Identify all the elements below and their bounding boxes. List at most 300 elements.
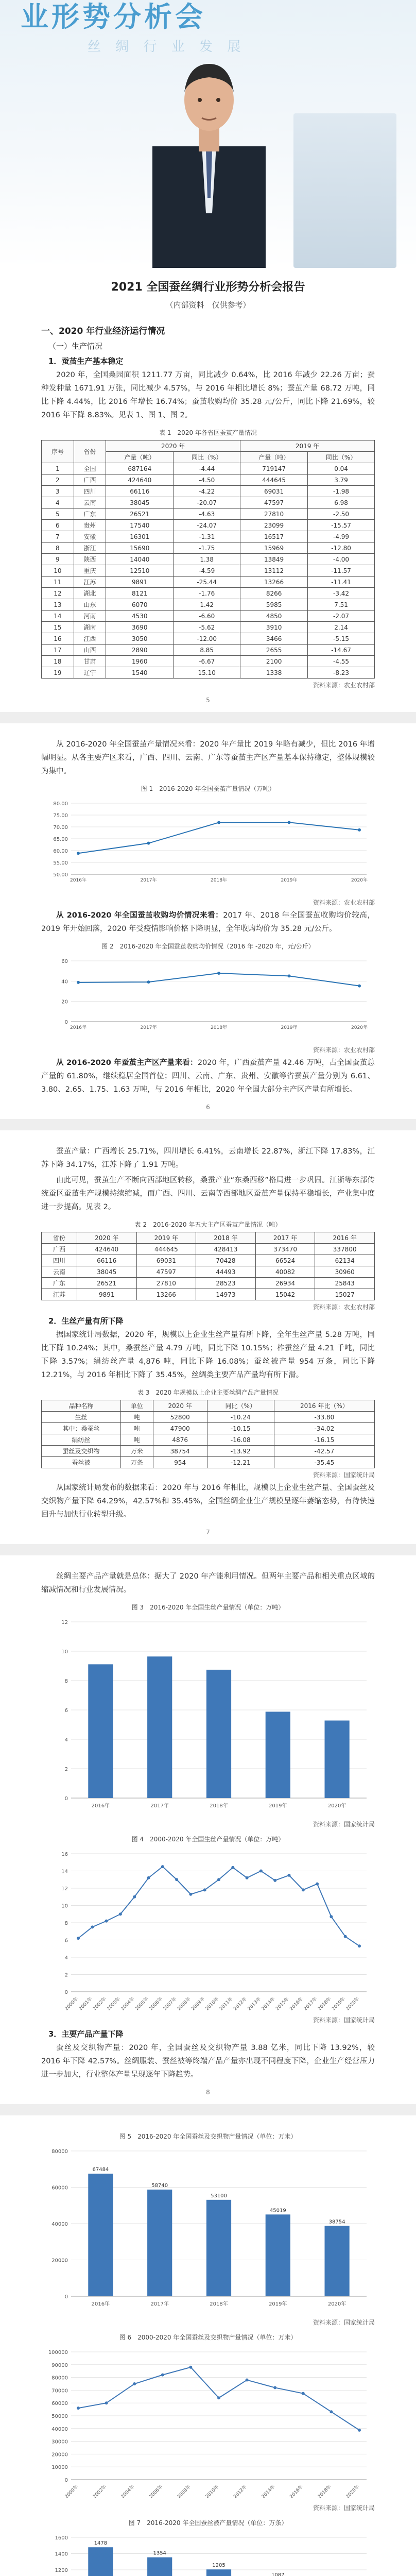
- table-cell: 26521: [77, 1278, 136, 1289]
- table-cell: 湖南: [74, 622, 106, 633]
- data-point: [288, 821, 291, 824]
- table-cell: 14973: [196, 1289, 256, 1300]
- data-point: [316, 1883, 319, 1886]
- table-cell: 30960: [315, 1266, 375, 1278]
- y-tick-label: 6: [64, 1938, 68, 1944]
- data-point: [77, 1937, 80, 1940]
- x-tick-label: 2019年: [269, 2301, 287, 2307]
- table-cell: 424640: [77, 1244, 136, 1255]
- table-cell: 四川: [74, 486, 106, 497]
- y-tick-label: 100000: [48, 2350, 68, 2355]
- x-tick-label: 2013年: [247, 1996, 263, 2011]
- x-tick-label: 2012年: [233, 1996, 248, 2011]
- column-header: 产量（吨）: [240, 452, 308, 463]
- table-caption: 表 1 2020 年各省区蚕茧产量情况: [159, 429, 257, 436]
- table-row: [42, 1434, 375, 1446]
- table-cell: -1.76: [174, 588, 240, 599]
- table-cell: 贵州: [74, 520, 106, 531]
- column-header: 2016 年: [315, 1232, 375, 1244]
- column-header: 省份: [74, 440, 106, 463]
- table-cell: -6.67: [174, 656, 240, 667]
- y-tick-label: 2: [64, 1972, 68, 1978]
- table-cell: -4.44: [174, 463, 240, 474]
- table-cell: -16.08: [207, 1434, 274, 1446]
- line-chart: [41, 2345, 375, 2499]
- table-cell: -34.02: [274, 1423, 374, 1434]
- y-tick-label: 2: [64, 1767, 68, 1772]
- table-cell: 蚕丝被: [42, 1457, 121, 1468]
- chart-caption: 图 5 2016-2020 年全国蚕丝及交织物产量情况（单位：万米）: [119, 2133, 297, 2140]
- x-tick-label: 2018年: [210, 1803, 228, 1809]
- data-point: [217, 821, 220, 824]
- y-tick-label: 30000: [51, 2439, 68, 2445]
- body-paragraph: 由此可见，蚕茧生产不断向西部地区转移，桑蚕产业“东桑西移”格局进一步巩固。江浙等东部传统蚕区蚕茧生产规模持续缩减，而广西、四川、云南等西部地区蚕茧产量保持平稳增长，产业集中度进一步提高。见表 2。: [41, 1176, 375, 1211]
- table-cell: 万米: [120, 1446, 153, 1457]
- lead-text: 从 2016-2020 年蚕茧主产区产量来看：: [56, 1059, 198, 1067]
- column-header: 品种名称: [42, 1400, 121, 1412]
- x-tick-label: 2019年: [331, 1996, 346, 2011]
- x-tick-label: 2003年: [106, 1996, 122, 2011]
- x-tick-label: 2017年: [150, 2301, 169, 2307]
- x-tick-label: 2019年: [269, 1803, 287, 1809]
- table-row: [42, 520, 375, 531]
- page-separator: [0, 1119, 416, 1130]
- x-tick-label: 2019年: [281, 878, 298, 883]
- table-row: [42, 1446, 375, 1457]
- data-point: [161, 2374, 164, 2377]
- bar: [324, 1721, 349, 1798]
- table-cell: 3690: [106, 622, 174, 633]
- paragraph-text: 2020 年，广西蚕茧产量 42.46 万吨，占全国蚕茧总产量的 61.80%，继续稳居全国首位；四川、云南、广东、贵州、安徽等省蚕茧产量分别为 6.61、3.80、2.65、1.75、1.63 万吨，与 2016 年相比，2020 年全国大部分主产区产量有所增长。: [41, 1059, 375, 1094]
- y-tick-label: 40000: [51, 2426, 68, 2432]
- table-cell: 4: [42, 497, 74, 509]
- table-cell: 江西: [74, 633, 106, 645]
- table-cell: 44493: [196, 1266, 256, 1278]
- x-tick-label: 2016年: [289, 1996, 304, 2011]
- table-row: [42, 1278, 375, 1289]
- page-number: 7: [206, 1529, 210, 1536]
- table-cell: 2.14: [308, 622, 375, 633]
- table-cell: 7: [42, 531, 74, 543]
- chart-silk-fabric-5yr: [41, 2144, 375, 2316]
- table-cell: 7.51: [308, 599, 375, 611]
- region-output-table: [41, 1232, 375, 1300]
- table-cell: 38045: [106, 497, 174, 509]
- table-cell: 16517: [240, 531, 308, 543]
- x-tick-label: 2015年: [274, 1996, 290, 2011]
- table-cell: -11.41: [308, 577, 375, 588]
- table-caption: 表 2 2016-2020 年五大主产区蚕茧产量情况（吨）: [134, 1221, 282, 1228]
- y-tick-label: 60.00: [53, 849, 68, 854]
- column-header: 同比（%）: [207, 1400, 274, 1412]
- series-line: [78, 973, 359, 986]
- data-point: [273, 2386, 276, 2389]
- bar-chart: [41, 2144, 375, 2314]
- table-row: [42, 543, 375, 554]
- table-cell: 15969: [240, 543, 308, 554]
- body-paragraph: [41, 1056, 375, 1096]
- table-cell: 其中：桑蚕丝: [42, 1423, 121, 1434]
- chart-cocoon-price: [41, 954, 375, 1043]
- table-cell: 13849: [240, 554, 308, 565]
- y-tick-label: 4: [64, 1737, 68, 1743]
- table-row: [42, 611, 375, 622]
- chart-caption: 图 7 2016-2020 年全国蚕丝被产量情况（单位：万条）: [128, 2519, 288, 2527]
- cocoon-output-table: [41, 440, 375, 679]
- table-cell: -2.50: [308, 509, 375, 520]
- table-cell: 26934: [255, 1278, 315, 1289]
- table-cell: 38754: [153, 1446, 207, 1457]
- x-tick-label: 2007年: [162, 1996, 178, 2011]
- report-sheet-2: [0, 723, 416, 1119]
- podium-graphic: [293, 113, 396, 268]
- table-cell: -5.15: [308, 633, 375, 645]
- table-cell: 14040: [106, 554, 174, 565]
- data-point: [105, 2401, 108, 2404]
- table-cell: 26521: [106, 509, 174, 520]
- table-source: 资料来源：国家统计局: [313, 1471, 375, 1479]
- table-cell: 15.10: [174, 667, 240, 679]
- table-cell: 3050: [106, 633, 174, 645]
- table-cell: 生丝: [42, 1412, 121, 1423]
- table-row: [42, 474, 375, 486]
- x-tick-label: 2020年: [345, 1996, 361, 2011]
- chart-cocoon-output: [41, 796, 375, 896]
- y-tick-label: 6: [64, 1708, 68, 1714]
- table-cell: 3: [42, 486, 74, 497]
- table-cell: 山东: [74, 599, 106, 611]
- table-cell: 湖北: [74, 588, 106, 599]
- table-row: [42, 656, 375, 667]
- data-point: [330, 1915, 333, 1918]
- table-cell: 13266: [240, 577, 308, 588]
- table-cell: -24.07: [174, 520, 240, 531]
- page-separator: [0, 2104, 416, 2115]
- x-tick-label: 2009年: [190, 1996, 206, 2011]
- y-tick-label: 90000: [51, 2362, 68, 2368]
- y-tick-label: 8: [64, 1921, 68, 1926]
- bar: [266, 1711, 290, 1798]
- chart-raw-silk-20yr: [41, 1846, 375, 2013]
- table-cell: 687164: [106, 463, 174, 474]
- data-point: [133, 1895, 136, 1899]
- table-cell: 70428: [196, 1255, 256, 1266]
- table-cell: 444645: [240, 474, 308, 486]
- table-cell: 4876: [153, 1434, 207, 1446]
- table-row: [42, 1457, 375, 1468]
- data-point: [246, 1876, 249, 1879]
- chart-source: 资料来源：农业农村部: [313, 899, 375, 906]
- y-tick-label: 8: [64, 1679, 68, 1684]
- x-tick-label: 2016年: [91, 2301, 110, 2307]
- table-cell: 66116: [106, 486, 174, 497]
- table-row: [42, 531, 375, 543]
- data-label: 1354: [153, 2550, 166, 2556]
- y-tick-label: 80000: [51, 2375, 68, 2381]
- table-cell: 蚕丝及交织物: [42, 1446, 121, 1457]
- table-row: [42, 486, 375, 497]
- chart-silk-quilt-5yr: [41, 2530, 375, 2576]
- y-tick-label: 0: [64, 2478, 68, 2483]
- table-cell: 云南: [42, 1266, 77, 1278]
- bar: [147, 2557, 172, 2576]
- y-tick-label: 14: [61, 1869, 68, 1875]
- table-cell: 6070: [106, 599, 174, 611]
- column-group-header: 2020 年: [106, 440, 240, 452]
- table-cell: 428413: [196, 1244, 256, 1255]
- y-tick-label: 1400: [55, 2551, 68, 2557]
- table-cell: 江苏: [74, 577, 106, 588]
- line-chart: [41, 796, 375, 894]
- x-tick-label: 2002年: [92, 2484, 108, 2499]
- table-cell: 1540: [106, 667, 174, 679]
- table-cell: 954: [153, 1457, 207, 1468]
- bar: [324, 2226, 349, 2296]
- table-cell: 444645: [136, 1244, 196, 1255]
- y-tick-label: 70.00: [53, 825, 68, 831]
- table-cell: -8.23: [308, 667, 375, 679]
- y-tick-label: 4: [64, 1955, 68, 1961]
- table-row: [42, 1266, 375, 1278]
- table-cell: -3.42: [308, 588, 375, 599]
- body-paragraph: 丝绸主要产品产量就是总体：据大了 2020 年产能利用情况。但两年主要产品和相关重点区域的缩减情况和行业发展情况。: [41, 1572, 375, 1594]
- data-point: [119, 1912, 122, 1916]
- y-tick-label: 60000: [51, 2185, 68, 2191]
- table-row: [42, 588, 375, 599]
- y-tick-label: 65.00: [53, 837, 68, 842]
- table-cell: 16: [42, 633, 74, 645]
- table-cell: 40082: [255, 1266, 315, 1278]
- table-cell: -10.15: [207, 1423, 274, 1434]
- table-cell: 8266: [240, 588, 308, 599]
- table-cell: 373470: [255, 1244, 315, 1255]
- x-tick-label: 2001年: [78, 1996, 94, 2011]
- data-point: [133, 2382, 136, 2385]
- table-cell: 13: [42, 599, 74, 611]
- data-label: 1478: [94, 2540, 108, 2547]
- table-cell: 28523: [196, 1278, 256, 1289]
- table-cell: 5985: [240, 599, 308, 611]
- table-header-row: [42, 1400, 375, 1412]
- table-cell: 吨: [120, 1434, 153, 1446]
- chart-source: 资料来源：国家统计局: [313, 2319, 375, 2326]
- y-tick-label: 12: [61, 1886, 68, 1892]
- column-header: 省份: [42, 1232, 77, 1244]
- table-source: 资料来源：农业农村部: [313, 682, 375, 689]
- x-tick-label: 2020年: [345, 2484, 361, 2499]
- page-title: 2021 全国蚕丝绸行业形势分析会报告: [111, 281, 305, 294]
- report-sheet-3: [0, 1130, 416, 1544]
- data-point: [231, 1866, 234, 1869]
- hero-banner: [0, 0, 416, 268]
- table-cell: 山西: [74, 645, 106, 656]
- body-paragraph: 从 2016-2020 年全国蚕茧产量情况来看：2020 年产量比 2019 年略有减少，但比 2016 年增幅明显。从各主要产区来看，广西、四川、云南、广东等蚕茧主产区产量基本保持稳定，整体规模较为集中。: [41, 740, 375, 775]
- column-header: 2019 年: [136, 1232, 196, 1244]
- body-paragraph: 据国家统计局数据，2020 年，规模以上企业生丝产量有所下降，全年生丝产量 5.28 万吨，同比下降 10.24%；其中，桑蚕丝产量 4.79 万吨，同比下降 10.15%；柞蚕丝产量 4.21 千吨，同比下降 3.57%；绢纺丝产量 4,876 吨，同比下降 16.08%；蚕丝被产量 954 万条，同比下降 12.21%，与 2016 年相比下降了 35.45%，丝绸类主要产品产量均有所下滑。: [41, 1331, 375, 1379]
- body-paragraph: 蚕丝及交织物产量：2020 年，全国蚕丝及交织物产量 3.88 亿米，同比下降 13.92%，较 2016 年下降 42.57%。丝绸服装、蚕丝被等终端产品产量亦出现不同程度下降，企业生产经营压力进一步加大，行业整体产量呈现逐年下降趋势。: [41, 2044, 375, 2079]
- x-tick-label: 2002年: [92, 1996, 108, 2011]
- table-cell: 全国: [74, 463, 106, 474]
- x-tick-label: 2018年: [211, 878, 227, 883]
- data-point: [344, 1935, 347, 1938]
- column-header: 2020 年: [153, 1400, 207, 1412]
- x-tick-label: 2000年: [64, 1996, 80, 2011]
- column-header: 2017 年: [255, 1232, 315, 1244]
- bar: [147, 1656, 172, 1798]
- y-tick-label: 0: [64, 1796, 68, 1802]
- table-row: [42, 599, 375, 611]
- table-row: [42, 463, 375, 474]
- x-tick-label: 2006年: [148, 1996, 164, 2011]
- x-tick-label: 2020年: [327, 2301, 346, 2307]
- x-tick-label: 2011年: [218, 1996, 234, 2011]
- page-separator: [0, 712, 416, 723]
- table-cell: 66524: [255, 1255, 315, 1266]
- y-tick-label: 12: [61, 1620, 68, 1625]
- table-cell: 719147: [240, 463, 308, 474]
- data-point: [105, 1920, 108, 1923]
- table-cell: 广西: [42, 1244, 77, 1255]
- x-tick-label: 2018年: [211, 1025, 227, 1030]
- column-header: 产量（吨）: [106, 452, 174, 463]
- table-cell: 2100: [240, 656, 308, 667]
- data-point: [147, 1876, 150, 1879]
- table-cell: 4530: [106, 611, 174, 622]
- table-cell: 17540: [106, 520, 174, 531]
- data-point: [91, 1925, 94, 1928]
- table-cell: 5: [42, 509, 74, 520]
- data-point: [259, 1870, 263, 1873]
- y-tick-label: 0: [64, 1990, 68, 1995]
- column-header: 2018 年: [196, 1232, 256, 1244]
- table-cell: 0.04: [308, 463, 375, 474]
- column-header: 同比（%）: [174, 452, 240, 463]
- bar: [206, 1670, 231, 1798]
- table-cell: 62134: [315, 1255, 375, 1266]
- chart-source: 资料来源：国家统计局: [313, 1821, 375, 1828]
- table-cell: -14.67: [308, 645, 375, 656]
- table-cell: 47597: [240, 497, 308, 509]
- table-row: [42, 667, 375, 679]
- table-row: [42, 1412, 375, 1423]
- y-tick-label: 0: [64, 1020, 68, 1025]
- table-cell: 安徽: [74, 531, 106, 543]
- y-tick-label: 60: [61, 959, 68, 964]
- page-number: 6: [206, 1104, 210, 1111]
- subsection-heading: 2．生丝产量有所下降: [48, 1316, 124, 1326]
- table-row: [42, 1255, 375, 1266]
- data-point: [189, 1893, 192, 1896]
- table-cell: 27810: [240, 509, 308, 520]
- column-header: 单位: [120, 1400, 153, 1412]
- report-sheet-5: [0, 2115, 416, 2576]
- table-cell: -20.07: [174, 497, 240, 509]
- silk-products-table: [41, 1400, 375, 1468]
- table-cell: 17: [42, 645, 74, 656]
- table-cell: 337800: [315, 1244, 375, 1255]
- table-cell: 4850: [240, 611, 308, 622]
- y-tick-label: 10: [61, 1649, 68, 1655]
- table-cell: 6: [42, 520, 74, 531]
- table-row: [42, 1423, 375, 1434]
- report-sheet-4: [0, 1555, 416, 2104]
- data-label: 67484: [92, 2167, 109, 2173]
- table-cell: 吨: [120, 1423, 153, 1434]
- table-cell: 河南: [74, 611, 106, 622]
- table-cell: 甘肃: [74, 656, 106, 667]
- table-cell: -11.57: [308, 565, 375, 577]
- body-paragraph: 2020 年，全国桑园面积 1211.77 万亩，同比减少 0.64%，比 2016 年减少 22.26 万亩；蚕种发种量 1671.91 万张，同比减少 4.57%，与 2016 年相比增长 8%；蚕茧产量 68.72 万吨，同比下降 4.44%，比 2016 年增长 16.74%；蚕茧收购均价 35.28 元/公斤，同比下降 21.69%，较 2016 年下降 8.83%。见表 1、图 1、图 2。: [41, 371, 375, 419]
- x-tick-label: 2012年: [233, 2484, 248, 2499]
- table-cell: 13112: [240, 565, 308, 577]
- table-cell: 25843: [315, 1278, 375, 1289]
- table-cell: -12.21: [207, 1457, 274, 1468]
- table-cell: 69031: [136, 1255, 196, 1266]
- table-cell: -2.07: [308, 611, 375, 622]
- table-cell: 15: [42, 622, 74, 633]
- x-tick-label: 2010年: [204, 2484, 220, 2499]
- x-tick-label: 2004年: [120, 2484, 136, 2499]
- line-chart: [41, 954, 375, 1041]
- y-tick-label: 70000: [51, 2388, 68, 2394]
- data-point: [147, 980, 150, 984]
- x-tick-label: 2014年: [261, 1996, 276, 2011]
- y-tick-label: 50000: [51, 2414, 68, 2419]
- table-cell: 重庆: [74, 565, 106, 577]
- data-point: [246, 2379, 249, 2382]
- table-cell: 19: [42, 667, 74, 679]
- x-tick-label: 2016年: [289, 2484, 304, 2499]
- table-cell: -12.00: [174, 633, 240, 645]
- data-point: [330, 2410, 333, 2413]
- page-subtitle: （内部资料 仅供参考）: [165, 300, 251, 310]
- data-point: [358, 828, 361, 832]
- column-header: 2020 年: [77, 1232, 136, 1244]
- x-tick-label: 2020年: [327, 1803, 346, 1809]
- chart-raw-silk-5yr: [41, 1615, 375, 1818]
- x-tick-label: 2017年: [140, 878, 157, 883]
- y-tick-label: 20000: [51, 2258, 68, 2264]
- x-tick-label: 2010年: [204, 1996, 220, 2011]
- x-tick-label: 2008年: [176, 1996, 192, 2011]
- x-tick-label: 2017年: [140, 1025, 157, 1030]
- table-cell: 8: [42, 543, 74, 554]
- table-cell: 66116: [77, 1255, 136, 1266]
- table-cell: 8121: [106, 588, 174, 599]
- table-row: [42, 1244, 375, 1255]
- table-cell: -12.80: [308, 543, 375, 554]
- table-cell: 浙江: [74, 543, 106, 554]
- data-point: [302, 2392, 305, 2395]
- column-header: 2016 年比（%）: [274, 1400, 374, 1412]
- line-chart: [41, 1846, 375, 2011]
- table-cell: 广西: [74, 474, 106, 486]
- table-cell: 江苏: [42, 1289, 77, 1300]
- chart-source: 资料来源：农业农村部: [313, 1046, 375, 1054]
- table-row: [42, 565, 375, 577]
- speaker-photo: [152, 43, 266, 268]
- data-label: 1087: [271, 2572, 285, 2576]
- x-tick-label: 2008年: [176, 2484, 192, 2499]
- y-tick-label: 55.00: [53, 860, 68, 866]
- data-point: [288, 974, 291, 977]
- table-row: [42, 554, 375, 565]
- table-cell: 2: [42, 474, 74, 486]
- data-point: [217, 2396, 220, 2399]
- table-cell: 2890: [106, 645, 174, 656]
- y-tick-label: 20000: [51, 2452, 68, 2458]
- table-cell: 15027: [315, 1289, 375, 1300]
